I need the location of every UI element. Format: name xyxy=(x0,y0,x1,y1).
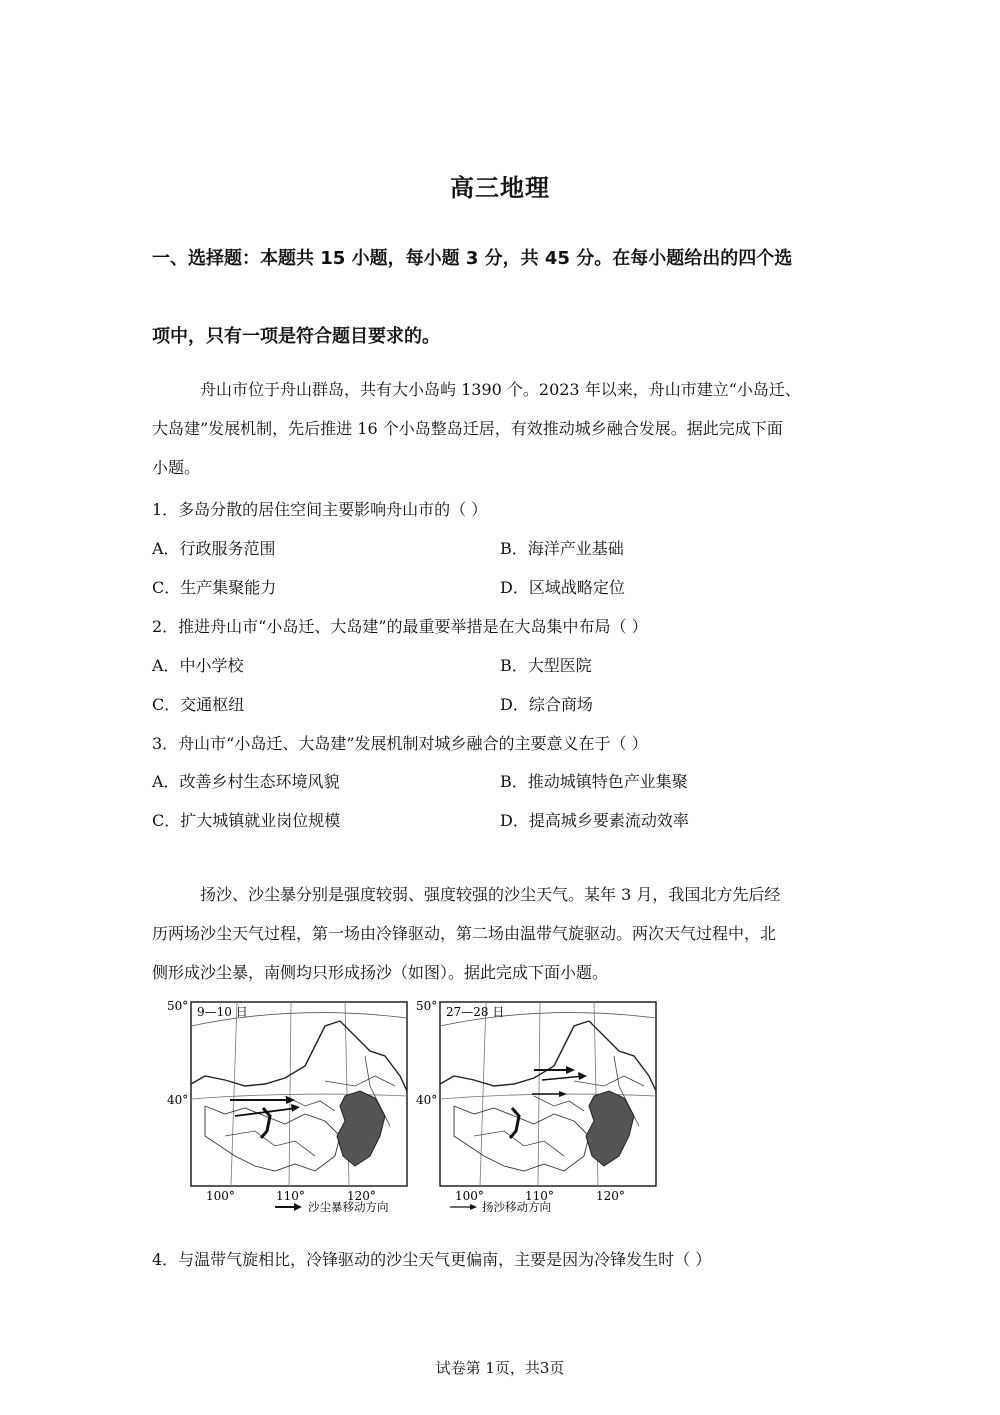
map-2-date-label: 27—28 日 xyxy=(446,1005,505,1019)
passage-2 xyxy=(152,875,852,992)
dust-map-2 xyxy=(414,996,664,1218)
map-1-lat-40: 40° xyxy=(167,1093,189,1107)
section-heading-line1: 一、选择题：本题共 15 小题，每小题 3 分，共 45 分。在每小题给出的四个选 xyxy=(152,248,793,269)
map-2-lon-110: 110° xyxy=(525,1189,554,1203)
question-2-option-d[interactable]: D．综合商场 xyxy=(500,695,593,714)
passage-2-line: 侧形成沙尘暴，南侧均只形成扬沙（如图）。据此完成下面小题。 xyxy=(152,963,609,982)
map-2-lon-100: 100° xyxy=(455,1189,484,1203)
question-2-option-c[interactable]: C．交通枢纽 xyxy=(152,695,245,714)
question-1-option-b[interactable]: B．海洋产业基础 xyxy=(500,539,624,558)
question-3-option-b[interactable]: B．推动城镇特色产业集聚 xyxy=(500,772,688,791)
sandstorm-map-1 xyxy=(165,996,415,1218)
map-2-lat-40: 40° xyxy=(416,1093,438,1107)
question-1-option-a[interactable]: A．行政服务范围 xyxy=(152,539,276,558)
question-3-option-d[interactable]: D．提高城乡要素流动效率 xyxy=(500,811,689,830)
passage-1-line: 舟山市位于舟山群岛，共有大小岛屿 1390 个。2023 年以来，舟山市建立“小岛迁、 xyxy=(200,380,801,399)
map-1-lon-110: 110° xyxy=(276,1189,305,1203)
page-title: 高三地理 xyxy=(450,174,550,202)
question-1-stem: 1．多岛分散的居住空间主要影响舟山市的（ ） xyxy=(152,500,488,519)
question-1-option-d[interactable]: D．区域战略定位 xyxy=(500,578,625,597)
question-3-option-a[interactable]: A．改善乡村生态环境风貌 xyxy=(152,772,340,791)
page-footer: 试卷第 1页，共3页 xyxy=(435,1359,565,1377)
map-1-lat-50: 50° xyxy=(167,999,189,1013)
question-2-option-b[interactable]: B．大型医院 xyxy=(500,656,592,675)
map-2-lon-120: 120° xyxy=(596,1189,625,1203)
passage-1 xyxy=(152,370,852,487)
map-2-lat-50: 50° xyxy=(416,999,438,1013)
question-2-option-a[interactable]: A．中小学校 xyxy=(152,656,244,675)
question-1-option-c[interactable]: C．生产集聚能力 xyxy=(152,578,277,597)
map-1-legend-text: 沙尘暴移动方向 xyxy=(308,1200,389,1214)
question-3-option-c[interactable]: C．扩大城镇就业岗位规模 xyxy=(152,811,341,830)
map-2-legend-text: 扬沙移动方向 xyxy=(482,1200,551,1214)
passage-2-line: 扬沙、沙尘暴分别是强度较弱、强度较强的沙尘天气。某年 3 月，我国北方先后经 xyxy=(200,885,781,904)
passage-2-line: 历两场沙尘天气过程，第一场由冷锋驱动，第二场由温带气旋驱动。两次天气过程中，北 xyxy=(152,924,777,943)
question-3-stem: 3．舟山市“小岛迁、大岛建”发展机制对城乡融合的主要意义在于（ ） xyxy=(152,734,648,753)
map-1-lon-100: 100° xyxy=(206,1189,235,1203)
map-1-lon-120: 120° xyxy=(347,1189,376,1203)
map-1-date-label: 9—10 日 xyxy=(197,1005,248,1019)
question-4-stem: 4．与温带气旋相比，冷锋驱动的沙尘天气更偏南，主要是因为冷锋发生时（ ） xyxy=(152,1250,712,1269)
passage-1-line: 大岛建”发展机制，先后推进 16 个小岛整岛迁居，有效推动城乡融合发展。据此完成下面 xyxy=(152,419,783,438)
passage-1-line: 小题。 xyxy=(152,458,201,477)
question-2-stem: 2．推进舟山市“小岛迁、大岛建”的最重要举措是在大岛集中布局（ ） xyxy=(152,617,648,636)
section-heading-line2: 项中，只有一项是符合题目要求的。 xyxy=(152,326,440,347)
